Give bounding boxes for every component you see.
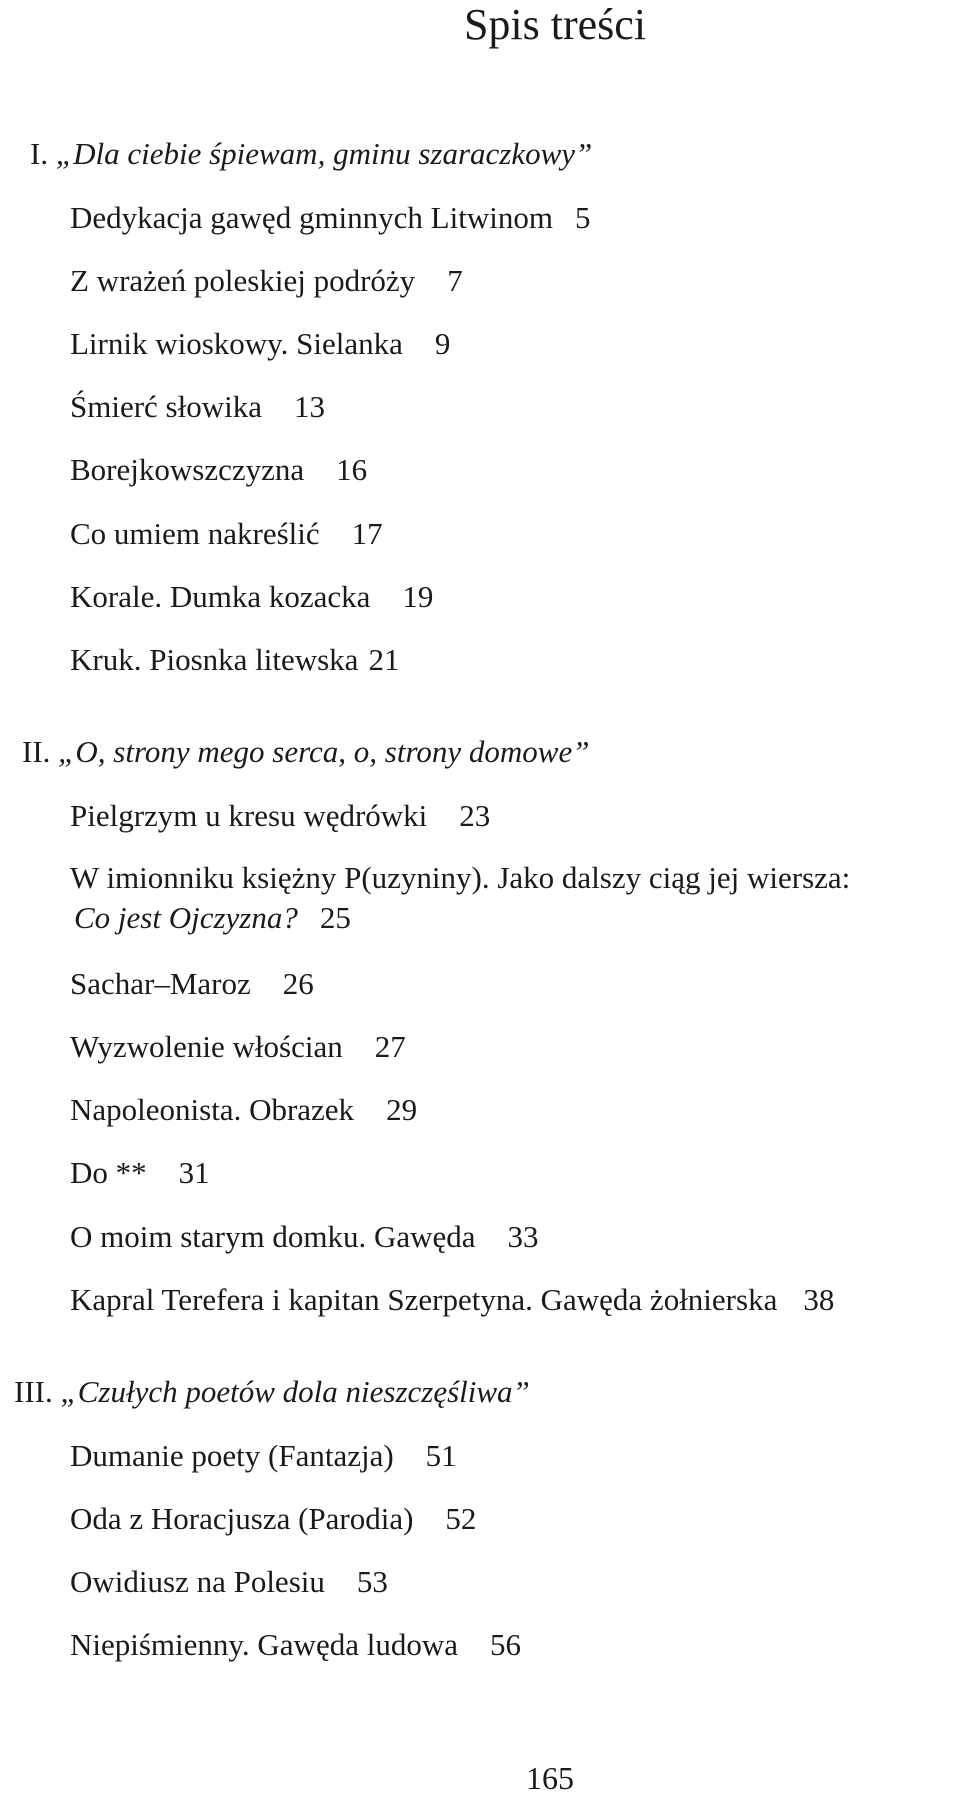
- toc-entry: [70, 263, 463, 299]
- toc-entry: [70, 200, 590, 236]
- entry-title: Dumanie poety (Fantazja): [70, 1438, 394, 1473]
- entry-title: O moim starym domku. Gawęda: [70, 1219, 476, 1254]
- entry-page: 5: [574, 200, 591, 235]
- entry-page: 9: [434, 326, 451, 361]
- entry-title: Z wrażeń poleskiej podróży: [70, 263, 416, 298]
- toc-entry: [70, 1029, 406, 1065]
- toc-entry: [70, 579, 433, 615]
- entry-title: Wyzwolenie włościan: [70, 1029, 343, 1064]
- entry-title-italic: Co jest Ojczyzna?: [74, 900, 298, 935]
- entry-page: 26: [282, 966, 314, 1001]
- section-number: I.: [30, 136, 49, 171]
- toc-entry: [70, 1564, 388, 1600]
- section-heading-1: [30, 136, 592, 172]
- toc-entry: [70, 1627, 521, 1663]
- entry-title: Napoleonista. Obrazek: [70, 1092, 355, 1127]
- entry-page: 7: [447, 263, 463, 298]
- page-title: Spis treści: [463, 0, 647, 49]
- section-title: „Dla ciebie śpiewam, gminu szaraczkowy”: [55, 136, 593, 171]
- entry-title: Oda z Horacjusza (Parodia): [70, 1501, 414, 1536]
- toc-entry: [70, 1438, 457, 1474]
- entry-page: 38: [803, 1282, 835, 1317]
- entry-page: 17: [351, 516, 383, 551]
- entry-title: Niepiśmienny. Gawęda ludowa: [70, 1627, 458, 1662]
- section-title: „O, strony mego serca, o, strony domowe”: [58, 734, 590, 769]
- entry-page: 25: [319, 900, 351, 935]
- entry-title: Pielgrzym u kresu wędrówki: [70, 798, 428, 833]
- entry-page: 23: [459, 798, 491, 833]
- entry-title: Co umiem nakreślić: [70, 516, 320, 551]
- toc-entry: [70, 1282, 834, 1318]
- entry-title: Owidiusz na Polesiu: [70, 1564, 325, 1599]
- toc-entry: [70, 966, 314, 1002]
- entry-title: Lirnik wioskowy. Sielanka: [70, 326, 403, 361]
- entry-page: 51: [425, 1438, 457, 1473]
- entry-title: Kapral Terefera i kapitan Szerpetyna. Gawęda żołnierska: [70, 1282, 778, 1317]
- toc-entry: [70, 642, 399, 678]
- entry-second-line: [70, 898, 850, 938]
- entry-title: Korale. Dumka kozacka: [70, 579, 371, 614]
- toc-entry-multiline: [70, 858, 850, 938]
- entry-page: 19: [402, 579, 434, 614]
- toc-entry: [70, 1219, 539, 1255]
- entry-title: Dedykacja gawęd gminnych Litwinom: [70, 200, 553, 235]
- toc-entry: [70, 326, 450, 362]
- entry-page: 16: [336, 452, 368, 487]
- toc-entry: [70, 452, 367, 488]
- toc-entry: [70, 1501, 476, 1537]
- entry-page: 27: [374, 1029, 406, 1064]
- entry-title: Borejkowszczyzna: [70, 452, 305, 487]
- entry-page: 52: [445, 1501, 477, 1536]
- section-heading-3: [14, 1374, 530, 1410]
- entry-page: 33: [507, 1219, 539, 1254]
- page-number: 165: [526, 1760, 574, 1796]
- entry-title: Kruk. Piosnka litewska: [70, 642, 359, 677]
- entry-title: W imionniku księżny P(uzyniny). Jako dalszy ciąg jej wiersza:: [70, 860, 851, 895]
- entry-page: 21: [368, 642, 400, 677]
- entry-title: Śmierć słowika: [70, 389, 262, 424]
- section-title: „Czułych poetów dola nieszczęśliwa”: [60, 1374, 530, 1409]
- section-number: II.: [22, 734, 51, 769]
- toc-entry: [70, 516, 383, 552]
- toc-entry: [70, 1092, 417, 1128]
- entry-page: 31: [178, 1155, 210, 1190]
- toc-entry: [70, 389, 325, 425]
- entry-page: 29: [386, 1092, 418, 1127]
- toc-entry: [70, 1155, 210, 1191]
- toc-entry: [70, 798, 490, 834]
- section-number: III.: [14, 1374, 53, 1409]
- entry-page: 13: [294, 389, 325, 424]
- section-heading-2: [22, 734, 589, 770]
- entry-title: Do **: [70, 1155, 147, 1190]
- entry-page: 53: [356, 1564, 388, 1599]
- entry-page: 56: [489, 1627, 521, 1662]
- entry-title: Sachar–Maroz: [70, 966, 251, 1001]
